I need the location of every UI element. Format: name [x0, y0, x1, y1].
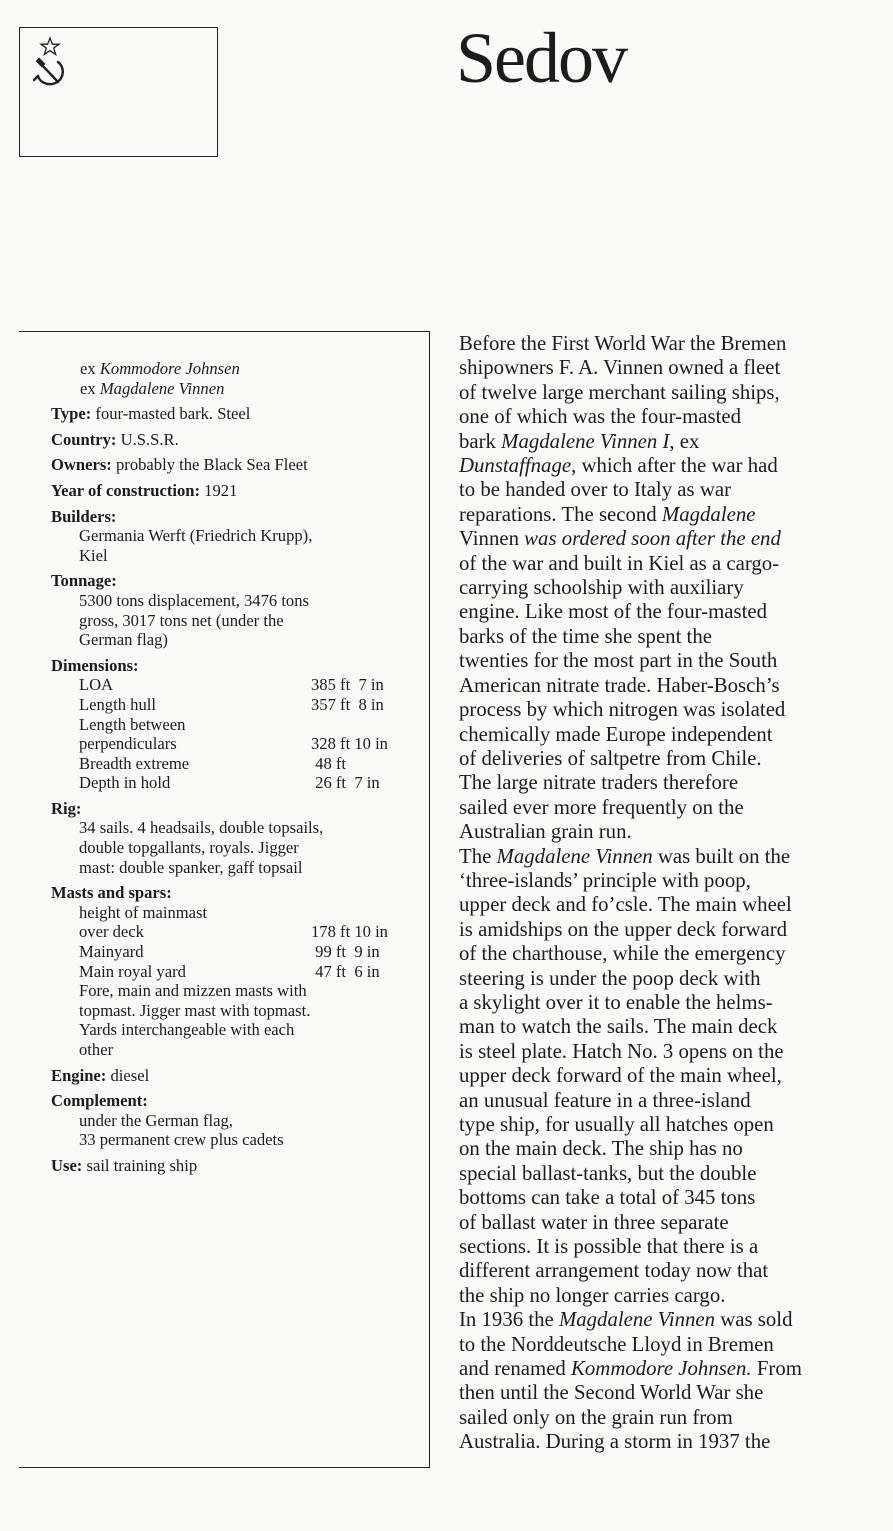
mast-row: over deck 178 ft 10 in: [79, 922, 388, 942]
text-line: upper deck forward of the main wheel,: [459, 1064, 782, 1088]
text-line: one of which was the four-masted: [459, 405, 741, 429]
page-title: Sedov: [456, 18, 626, 98]
text-line: process by which nitrogen was isolated: [459, 698, 786, 722]
paragraph: [459, 332, 869, 845]
text-line: carrying schoolship with auxiliary: [459, 576, 744, 600]
text-line: American nitrate trade. Haber-Bosch’s: [459, 673, 780, 697]
spec-country: Country: U.S.S.R.: [51, 429, 179, 449]
text-line: sailed only on the grain run from: [459, 1405, 733, 1429]
text-line: to the Norddeutsche Lloyd in Bremen: [459, 1332, 774, 1356]
article-body: [459, 332, 869, 1455]
spec-builders: Builders: Germania Werft (Friedrich Krupp), Kiel: [51, 506, 313, 565]
text-line: of deliveries of saltpetre from Chile.: [459, 746, 762, 770]
paragraph: [459, 1308, 869, 1454]
dimension-row: perpendiculars 328 ft 10 in: [79, 734, 388, 754]
text-line: bark Magdalene Vinnen I, ex: [459, 429, 700, 453]
text-line: Before the First World War the Bremen: [459, 332, 787, 355]
text-line: reparations. The second Magdalene: [459, 502, 756, 526]
paragraph: [459, 845, 869, 1309]
text-line: man to watch the sails. The main deck: [459, 1015, 778, 1039]
text-line: Dunstaffnage, which after the war had: [459, 454, 778, 478]
text-line: special ballast-tanks, but the double: [459, 1161, 757, 1185]
text-line: engine. Like most of the four-masted: [459, 600, 767, 624]
text-line: twenties for the most part in the South: [459, 649, 778, 673]
former-name: ex Kommodore Johnsen: [80, 359, 240, 378]
hammer-sickle-star-icon: [30, 36, 70, 92]
text-line: of the war and built in Kiel as a cargo-: [459, 551, 780, 575]
text-line: is amidships on the upper deck forward: [459, 917, 788, 941]
text-line: different arrangement today now that: [459, 1259, 769, 1283]
spec-engine: Engine: diesel: [51, 1065, 150, 1085]
spec-masts: Masts and spars: height of mainmast over deck 178 ft 10 in Mainyard 99 ft 9 in Main royal yard 47 ft 6 in Fore, main and mizzen masts with topmast. Jigger mast with topmast. Yards interchangeable with each other: [51, 883, 411, 1059]
text-line: shipowners F. A. Vinnen owned a fleet: [459, 356, 781, 380]
spec-year: Year of construction: 1921: [51, 480, 238, 500]
former-name: ex Magdalene Vinnen: [80, 378, 225, 398]
text-line: of twelve large merchant sailing ships,: [459, 380, 780, 404]
dimension-row: LOA 385 ft 7 in: [79, 675, 384, 695]
mast-row: Main royal yard 47 ft 6 in: [79, 961, 380, 981]
mast-row: height of mainmast: [79, 902, 208, 922]
dimension-row: Length hull 357 ft 8 in: [79, 694, 384, 714]
text-line: and renamed Kommodore Johnsen. From: [459, 1357, 802, 1381]
text-line: the ship no longer carries cargo.: [459, 1283, 726, 1307]
spec-tonnage: Tonnage: 5300 tons displacement, 3476 tons gross, 3017 tons net (under the German flag): [51, 571, 309, 650]
text-line: is steel plate. Hatch No. 3 opens on the: [459, 1039, 784, 1063]
text-line: on the main deck. The ship has no: [459, 1137, 743, 1161]
text-line: The Magdalene Vinnen was built on the: [459, 844, 791, 868]
text-line: sailed ever more frequently on the: [459, 795, 744, 819]
mast-row: Mainyard 99 ft 9 in: [79, 942, 380, 962]
text-line: upper deck and fo’csle. The main wheel: [459, 893, 792, 917]
text-line: of ballast water in three separate: [459, 1210, 729, 1234]
text-line: sections. It is possible that there is a: [459, 1235, 759, 1259]
text-line: of the charthouse, while the emergency: [459, 942, 786, 966]
text-line: The large nitrate traders therefore: [459, 771, 739, 795]
dimension-row: Breadth extreme 48 ft: [79, 753, 347, 773]
text-line: a skylight over it to enable the helms-: [459, 990, 773, 1014]
spec-dimensions: Dimensions: LOA 385 ft 7 in Length hull 357 ft 8 in Length between perpendiculars 328 ft 10 in Breadth extreme 48 ft Depth in hold 26 ft 7 in: [51, 656, 411, 793]
dimension-row: Length between: [79, 714, 186, 734]
text-line: chemically made Europe independent: [459, 722, 773, 746]
specifications-list: [51, 359, 411, 1176]
dimension-row: Depth in hold 26 ft 7 in: [79, 773, 380, 793]
text-line: Australia. During a storm in 1937 the: [459, 1430, 771, 1454]
flag-box: [19, 27, 218, 157]
spec-owners: Owners: probably the Black Sea Fleet: [51, 455, 308, 475]
spec-type: Type: four-masted bark. Steel: [51, 404, 251, 424]
spec-rig: Rig: 34 sails. 4 headsails, double topsails, double topgallants, royals. Jigger mast: double spanker, gaff topsail: [51, 798, 324, 877]
text-line: steering is under the poop deck with: [459, 966, 761, 990]
specifications-box: [19, 331, 430, 1468]
text-line: barks of the time she spent the: [459, 624, 712, 648]
text-line: In 1936 the Magdalene Vinnen was sold: [459, 1308, 793, 1332]
text-line: ‘three-islands’ principle with poop,: [459, 868, 751, 892]
text-line: then until the Second World War she: [459, 1381, 764, 1405]
text-line: Australian grain run.: [459, 820, 632, 844]
spec-complement: Complement: under the German flag, 33 permanent crew plus cadets: [51, 1091, 284, 1150]
spec-use: Use: sail training ship: [51, 1155, 198, 1175]
text-line: bottoms can take a total of 345 tons: [459, 1186, 756, 1210]
text-line: to be handed over to Italy as war: [459, 478, 731, 502]
text-line: an unusual feature in a three-island: [459, 1088, 751, 1112]
text-line: type ship, for usually all hatches open: [459, 1113, 774, 1136]
text-line: Vinnen was ordered soon after the end: [459, 527, 781, 551]
